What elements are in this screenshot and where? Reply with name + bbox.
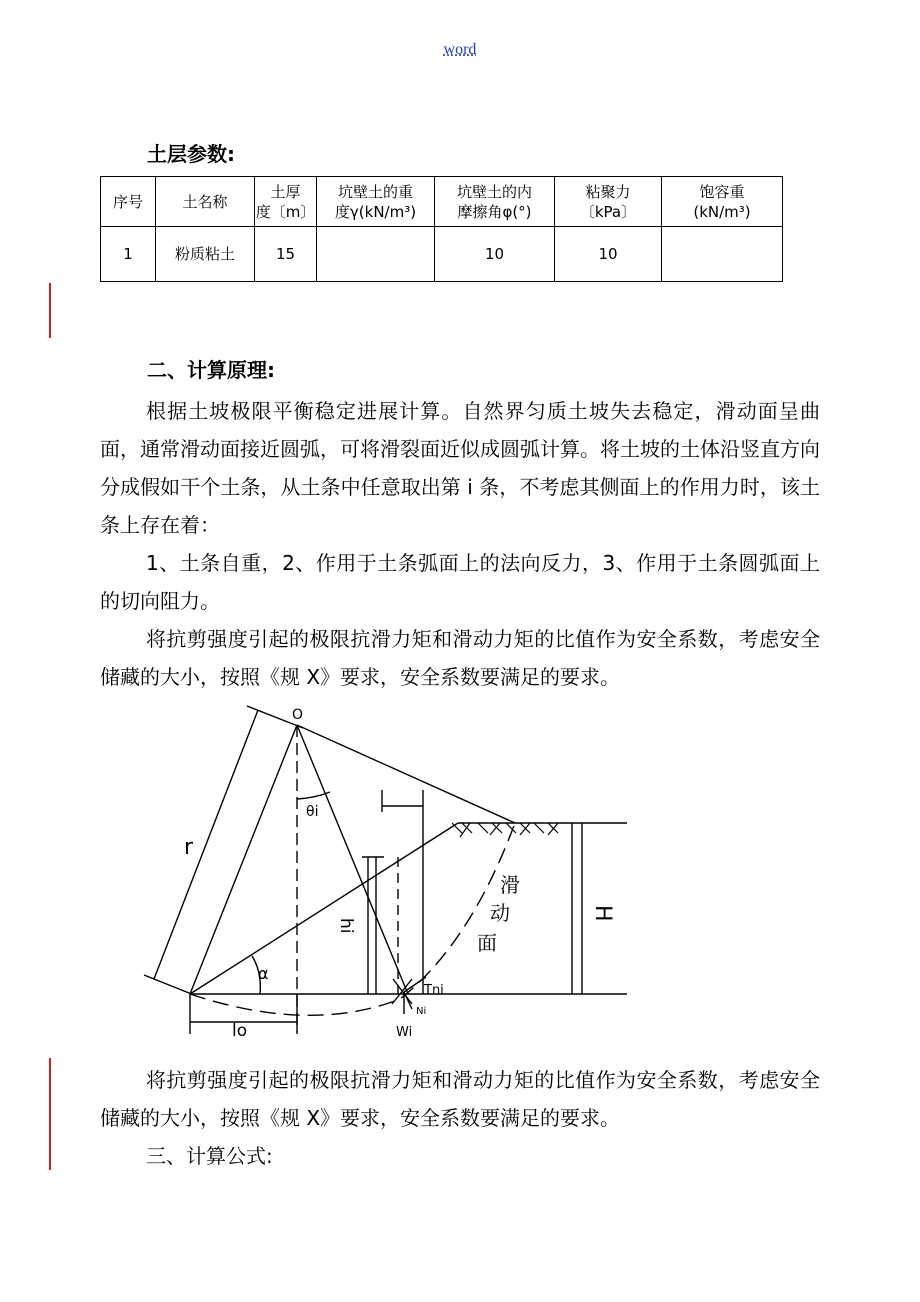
label-alpha: α — [258, 964, 269, 983]
soil-params-table — [100, 176, 783, 282]
col-header-friction-angle: 坑壁土的内 摩擦角φ(°) — [435, 177, 555, 227]
cell-friction-angle: 10 — [435, 227, 555, 282]
revision-mark — [49, 283, 51, 338]
slope-face — [190, 823, 458, 994]
cell-unit-weight — [317, 227, 435, 282]
cell-soil-name: 粉质粘土 — [156, 227, 255, 282]
formula-heading: 三、计算公式: — [146, 1144, 273, 1168]
label-hi: hi — [336, 918, 356, 934]
col-header-thickness: 土厚 度〔m〕 — [255, 177, 317, 227]
soil-params-heading: 土层参数: — [147, 142, 235, 166]
table-header-row — [101, 177, 783, 227]
r-tick-bottom — [144, 975, 194, 995]
principle-heading: 二、计算原理: — [147, 358, 275, 382]
label-theta: θi — [306, 804, 319, 820]
ground-hatching — [452, 823, 558, 837]
principle-paragraph-2: 1、土条自重，2、作用于土条弧面上的法向反力，3、作用于土条圆弧面上的切向阻力。 — [100, 551, 820, 613]
cell-saturated-weight — [662, 227, 783, 282]
label-radius: r — [184, 835, 194, 860]
r-dimension-line — [154, 710, 258, 979]
label-slide-1: 滑 — [500, 873, 520, 897]
label-center-o: O — [292, 707, 304, 723]
label-slide-2: 动 — [490, 901, 510, 925]
label-slide-3: 面 — [477, 931, 497, 955]
label-tni: Tni — [424, 983, 444, 998]
cell-thickness: 15 — [255, 227, 317, 282]
radius-line-left — [190, 725, 297, 994]
label-ni: Ni — [416, 1006, 427, 1017]
slope-stability-diagram — [140, 694, 615, 1050]
radius-line-top — [297, 725, 515, 823]
cell-cohesion: 10 — [555, 227, 662, 282]
label-lo: lo — [232, 1021, 248, 1041]
header-word-link[interactable]: word — [443, 41, 477, 58]
principle-paragraph-repeat: 将抗剪强度引起的极限抗滑力矩和滑动力矩的比值作为安全系数，考虑安全储藏的大小，按照《规 X》要求，安全系数要满足的要求。 — [100, 1068, 820, 1130]
label-height: H — [590, 905, 615, 922]
col-header-index: 序号 — [101, 177, 156, 227]
col-header-soil-name: 土名称 — [156, 177, 255, 227]
col-header-unit-weight: 坑壁土的重 度γ(kN/m³) — [317, 177, 435, 227]
principle-paragraph-3: 将抗剪强度引起的极限抗滑力矩和滑动力矩的比值作为安全系数，考虑安全储藏的大小，按照《规 X》要求，安全系数要满足的要求。 — [100, 627, 820, 689]
col-header-cohesion: 粘聚力 〔kPa〕 — [555, 177, 662, 227]
radius-line-slice — [297, 725, 408, 994]
col-header-saturated-weight: 饱容重 (kN/m³) — [662, 177, 783, 227]
table-row — [101, 227, 783, 282]
label-wi: Wi — [396, 1025, 413, 1040]
principle-paragraph-1: 根据土坡极限平衡稳定进展计算。自然界匀质土坡失去稳定，滑动面呈曲面，通常滑动面接近圆弧，可将滑裂面近似成圆弧计算。将土坡的土体沿竖直方向分成假如干个土条，从土条中任意取出第 i 条，不考虑其侧面上的作用力时，该土条上存在着： — [100, 399, 820, 537]
revision-mark-2 — [49, 1058, 51, 1170]
cell-index: 1 — [101, 227, 156, 282]
